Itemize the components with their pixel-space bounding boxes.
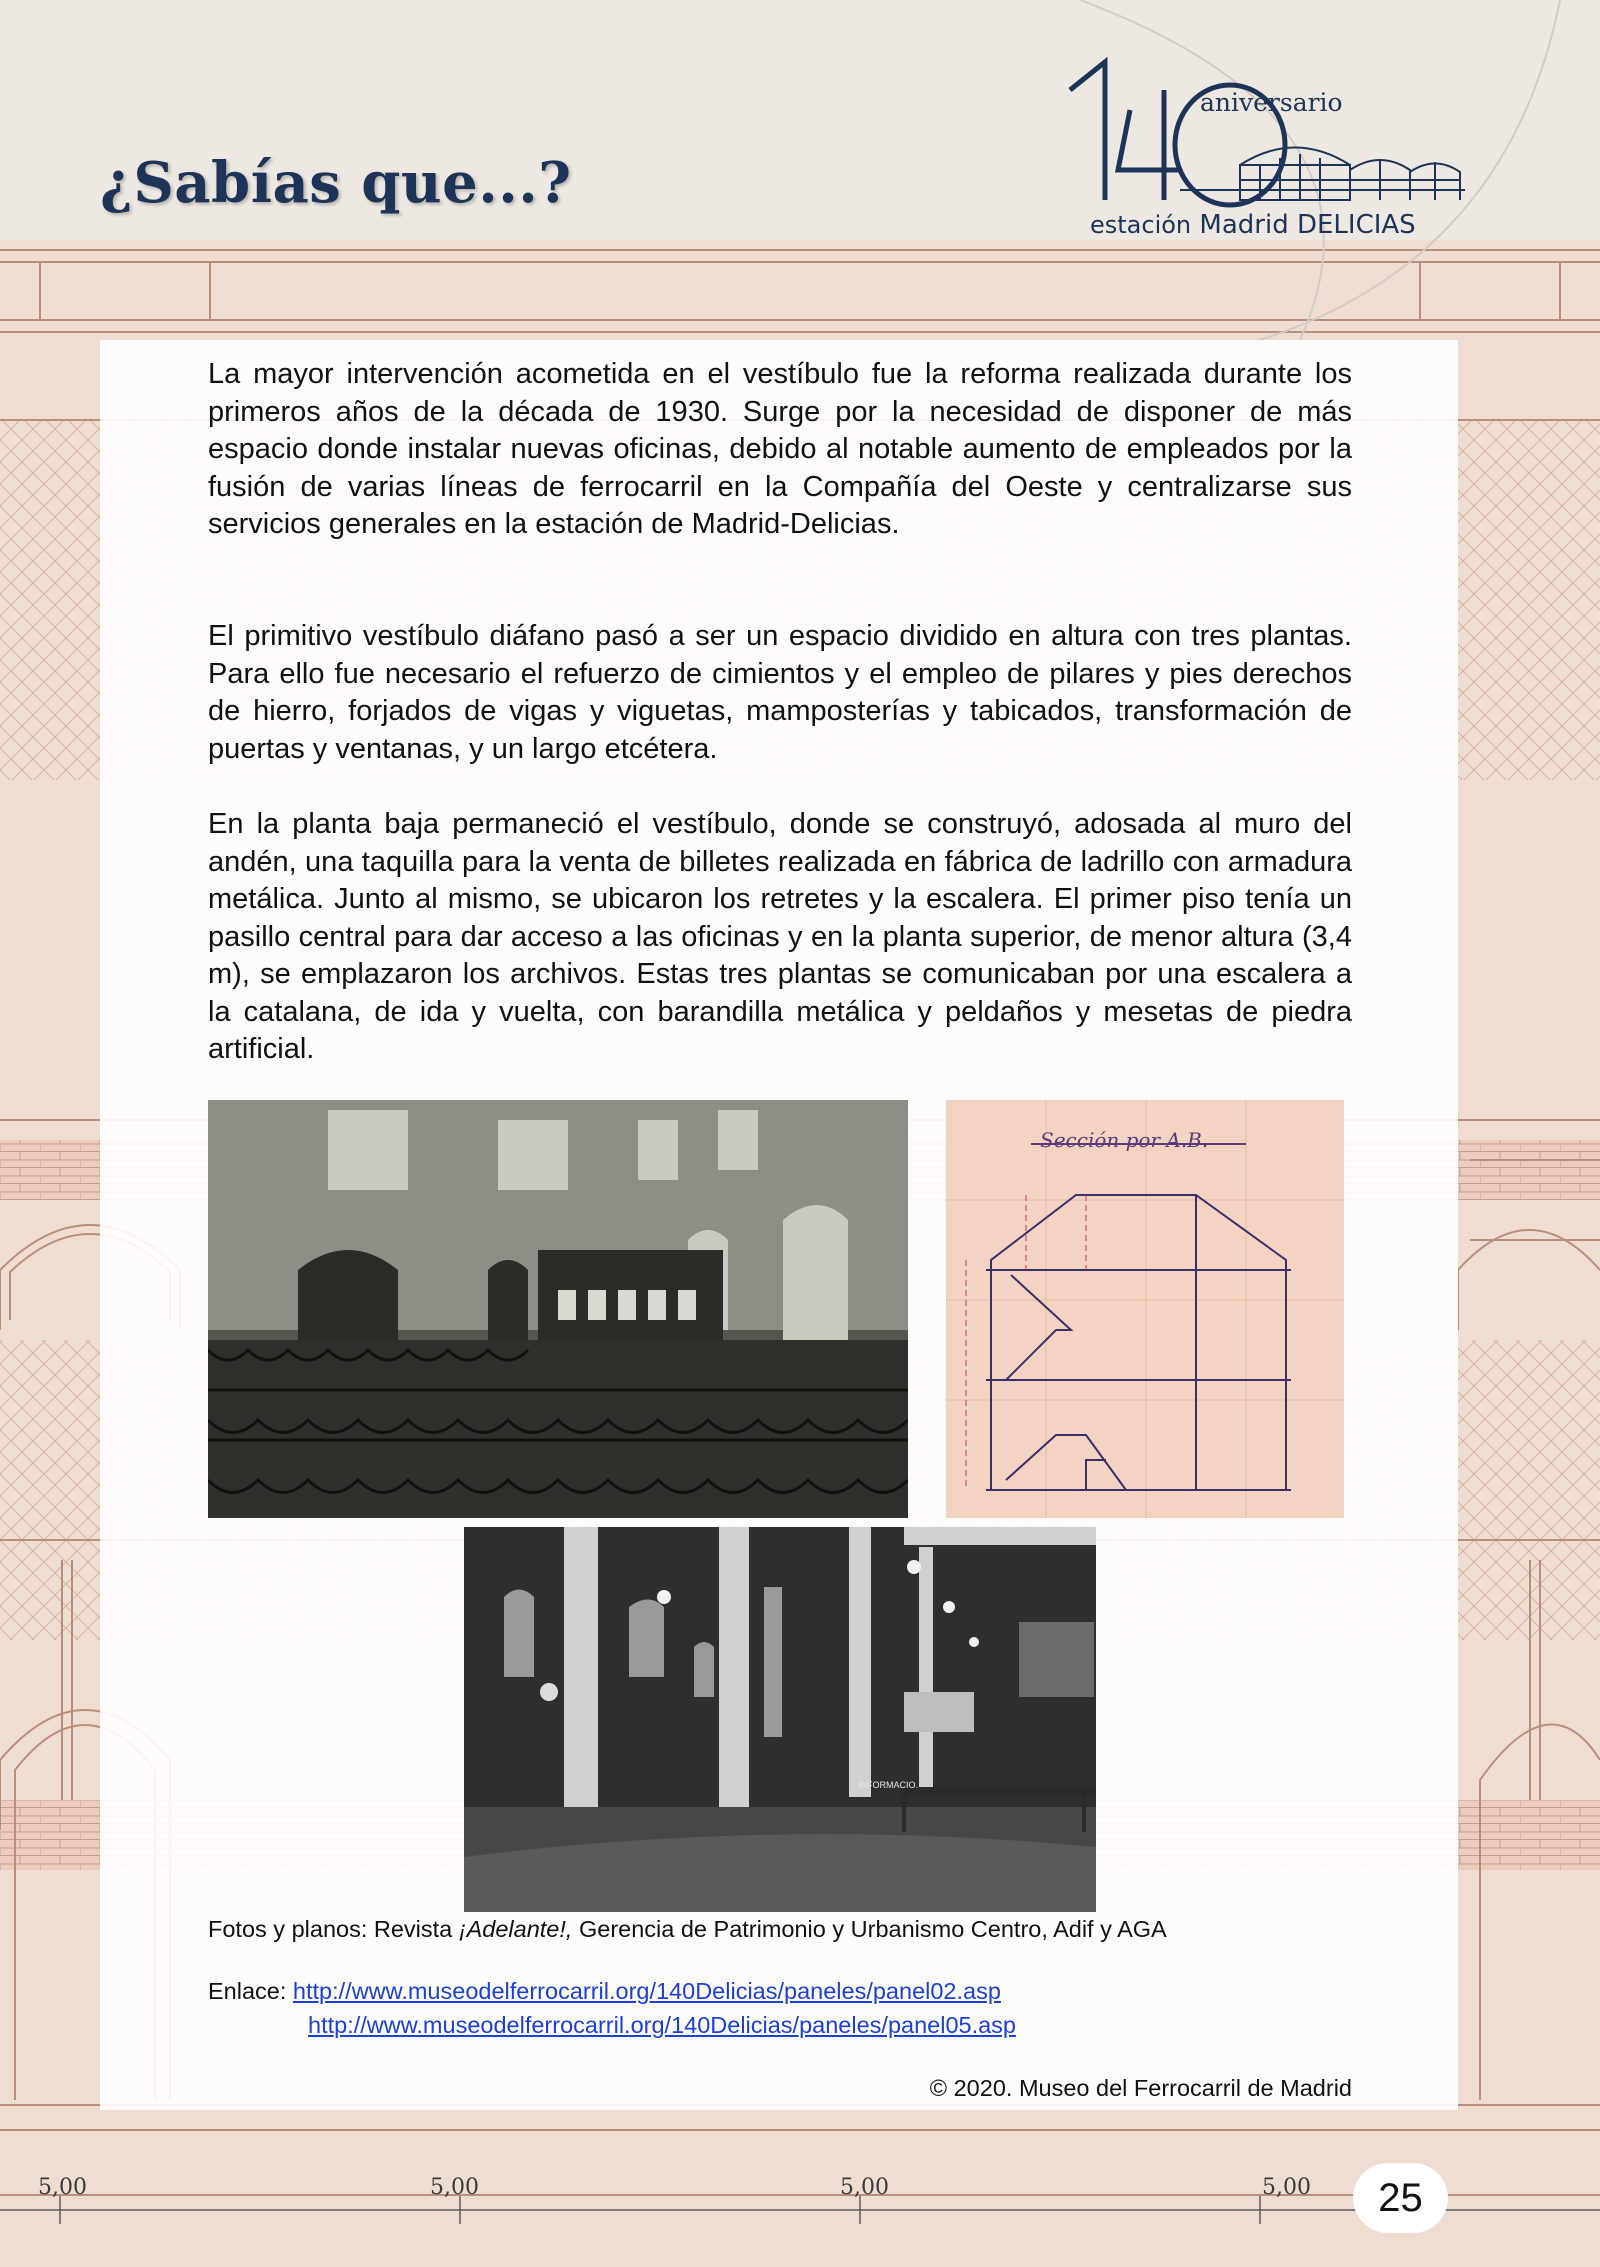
copyright-notice: © 2020. Museo del Ferrocarril de Madrid xyxy=(929,2075,1352,2101)
links-label: Enlace: xyxy=(208,1978,293,2004)
body-paragraph-1: La mayor intervención acometida en el vestíbulo fue la reforma realizada durante los primeros años de la década de 1930. Surge por la necesidad de disponer de más espacio donde instalar nuevas oficinas, debido al notable aumento de empleados por la fusión de varias líneas de ferrocarril en la Compañía del Oeste y centralizarse sus servicios generales en la estación de Madrid-Delicias. xyxy=(208,358,1352,540)
scale-label-2: 5,00 xyxy=(430,2175,479,2200)
photo-credits xyxy=(208,1916,1167,1943)
historic-vestibule-photo xyxy=(208,1100,908,1518)
logo-station-name xyxy=(1090,210,1416,240)
logo-station-prefix: estación xyxy=(1090,211,1192,239)
link-panel05[interactable]: http://www.museodelferrocarril.org/140Delicias/paneles/panel05.asp xyxy=(308,2012,1016,2038)
scale-label-1: 5,00 xyxy=(38,2175,87,2200)
page-number: 25 xyxy=(1353,2163,1448,2233)
scale-label-3: 5,00 xyxy=(840,2175,889,2200)
vestibule-interior-photo xyxy=(464,1527,1096,1912)
credits-magazine: ¡Adelante!, xyxy=(458,1916,573,1942)
scale-label-4: 5,00 xyxy=(1262,2175,1311,2200)
credits-prefix: Fotos y planos: Revista xyxy=(208,1916,459,1942)
body-paragraph-2: El primitivo vestíbulo diáfano pasó a ser un espacio dividido en altura con tres plantas. Para ello fue necesario el refuerzo de cimientos y el empleo de pilares y pies derechos de hierro, forjados de vigas y viguetas, mamposterías y tabicados, transformación de puertas y ventanas, y un largo etcétera. xyxy=(208,620,1352,765)
body-paragraph-3: En la planta baja permaneció el vestíbulo, donde se construyó, adosada al muro del andén, una taquilla para la venta de billetes realizada en fábrica de ladrillo con armadura metálica. Junto al mismo, se ubicaron los retretes y la escalera. El primer piso tenía un pasillo central para dar acceso a las oficinas y en la planta superior, de menor altura (3,4 m), se emplazaron los archivos. Estas tres plantas se comunicaban por una escalera a la catalana, de ida y vuelta, con barandilla metálica y peldaños y mesetas de piedra artificial. xyxy=(208,808,1352,1065)
page-title: ¿Sabías que...? xyxy=(100,150,572,216)
links-row-1 xyxy=(208,1978,1001,2005)
credits-suffix: Gerencia de Patrimonio y Urbanismo Centro, Adif y AGA xyxy=(572,1916,1167,1942)
link-panel02[interactable]: http://www.museodelferrocarril.org/140Delicias/paneles/panel02.asp xyxy=(292,1978,1001,2004)
logo-station-label: Madrid DELICIAS xyxy=(1199,210,1416,240)
information-sign: INFORMACIO. xyxy=(858,1780,918,1790)
logo-anniversary-text: aniversario xyxy=(1200,88,1343,117)
section-plan-drawing xyxy=(946,1100,1344,1518)
section-plan-heading: Sección por A.B. xyxy=(1040,1128,1209,1152)
links-row-2 xyxy=(308,2012,1016,2039)
